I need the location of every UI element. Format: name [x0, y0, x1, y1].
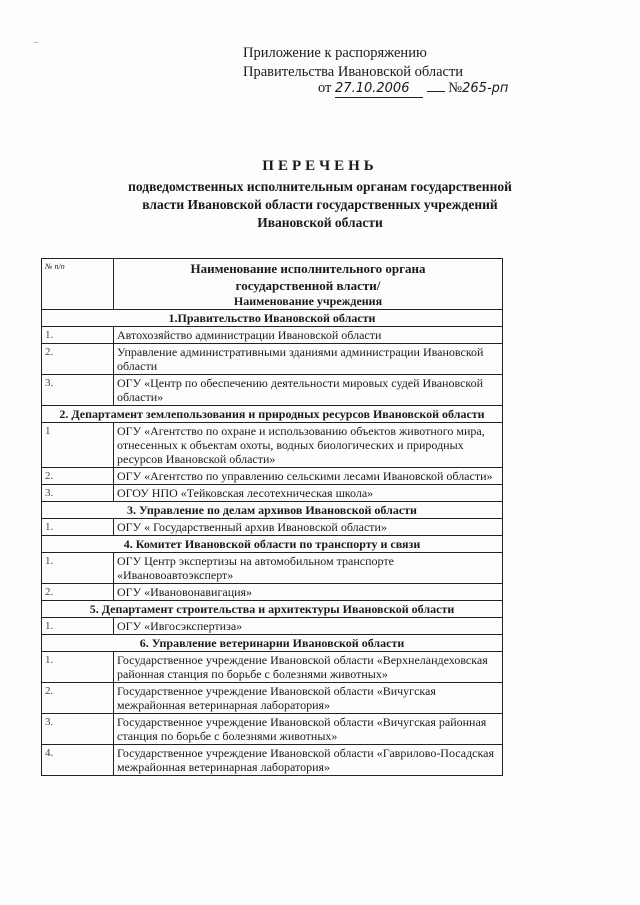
row-name: ОГУ Центр экспертизы на автомобильном транспорте «Ивановоавтоэксперт» [114, 553, 503, 584]
table-row [42, 683, 503, 714]
table-row [42, 485, 503, 502]
row-name: ОГУ «Центр по обеспечению деятельности мировых судей Ивановской области» [114, 375, 503, 406]
order-date-field [335, 80, 423, 98]
table-row [42, 652, 503, 683]
subtitle-line-3: Ивановской области [257, 215, 383, 230]
table-row [42, 519, 503, 536]
appendix-header [243, 44, 463, 82]
table-row [42, 745, 503, 776]
table-row [42, 468, 503, 485]
row-number: 3. [42, 485, 114, 502]
document-subtitle [40, 178, 600, 232]
row-name: Государственное учреждение Ивановской области «Вичугская межрайонная ветеринарная лаборатория» [114, 683, 503, 714]
table-row [42, 375, 503, 406]
subtitle-line-1: подведомственных исполнительным органам государственной [128, 179, 512, 194]
appendix-line-2: Правительства Ивановской области [243, 64, 464, 80]
section-row [42, 310, 503, 327]
row-name: ОГУ «Ивгосэкспертиза» [114, 618, 503, 635]
row-number: 1. [42, 553, 114, 584]
header-name-line-2: государственной власти/ [235, 278, 381, 293]
row-name: Государственное учреждение Ивановской области «Гаврилово-Посадская межрайонная ветеринарная лаборатория» [114, 745, 503, 776]
subtitle-line-2: власти Ивановской области государственных учреждений [142, 197, 498, 212]
scan-mark [34, 42, 38, 43]
table-row [42, 618, 503, 635]
row-number: 1. [42, 652, 114, 683]
row-name: ОГУ «Агентство по охране и использованию объектов животного мира, отнесенных к объектам охоты, водных биологических и природных ресурсов Ивановской области» [114, 423, 503, 468]
row-name: ОГУ «Ивановонавигация» [114, 584, 503, 601]
row-number: 2. [42, 468, 114, 485]
header-name-line-1: Наименование исполнительного органа [190, 261, 426, 276]
row-number: 1. [42, 327, 114, 344]
row-name: Государственное учреждение Ивановской области «Верхнеландеховская районная станция по борьбе с болезнями животных» [114, 652, 503, 683]
section-title: 2. Департамент землепользования и природных ресурсов Ивановской области [42, 406, 503, 423]
section-row [42, 406, 503, 423]
row-name: ОГУ « Государственный архив Ивановской области» [114, 519, 503, 536]
section-row [42, 536, 503, 553]
row-number: 4. [42, 745, 114, 776]
row-number: 3. [42, 375, 114, 406]
order-blank [427, 91, 445, 92]
document-title: ПЕРЕЧЕНЬ [262, 158, 378, 174]
row-name: Управление административными зданиями администрации Ивановской области [114, 344, 503, 375]
order-number: 265-рп [462, 81, 509, 96]
section-title: 1.Правительство Ивановской области [42, 310, 503, 327]
section-row [42, 502, 503, 519]
order-number-prefix: № [448, 80, 463, 96]
section-row [42, 601, 503, 618]
order-date: 27.10.2006 [335, 81, 410, 96]
order-line [318, 80, 508, 98]
institutions-table [41, 258, 503, 776]
row-number: 2. [42, 584, 114, 601]
table-row [42, 714, 503, 745]
header-name-cell [114, 259, 503, 310]
appendix-line-1: Приложение к распоряжению [243, 45, 427, 61]
table-row [42, 553, 503, 584]
row-number: 1. [42, 519, 114, 536]
row-number: 1. [42, 618, 114, 635]
row-name: ОГУ «Агентство по управлению сельскими лесами Ивановской области» [114, 468, 503, 485]
section-title: 5. Департамент строительства и архитектуры Ивановской области [42, 601, 503, 618]
table-row [42, 423, 503, 468]
table-header-row [42, 259, 503, 310]
row-name: Государственное учреждение Ивановской области «Вичугская районная станция по борьбе с болезнями животных» [114, 714, 503, 745]
row-number: 3. [42, 714, 114, 745]
row-number: 1 [42, 423, 114, 468]
header-name-line-3: Наименование учреждения [233, 294, 383, 308]
row-name: ОГОУ НПО «Тейковская лесотехническая школа» [114, 485, 503, 502]
section-title: 4. Комитет Ивановской области по транспорту и связи [42, 536, 503, 553]
table-row [42, 327, 503, 344]
table-row [42, 584, 503, 601]
order-prefix: от [318, 80, 332, 96]
section-row [42, 635, 503, 652]
section-title: 3. Управление по делам архивов Ивановской области [42, 502, 503, 519]
section-title: 6. Управление ветеринарии Ивановской области [42, 635, 503, 652]
row-name: Автохозяйство администрации Ивановской области [114, 327, 503, 344]
row-number: 2. [42, 683, 114, 714]
header-number-cell: № п/п [42, 259, 114, 310]
row-number: 2. [42, 344, 114, 375]
table-row [42, 344, 503, 375]
